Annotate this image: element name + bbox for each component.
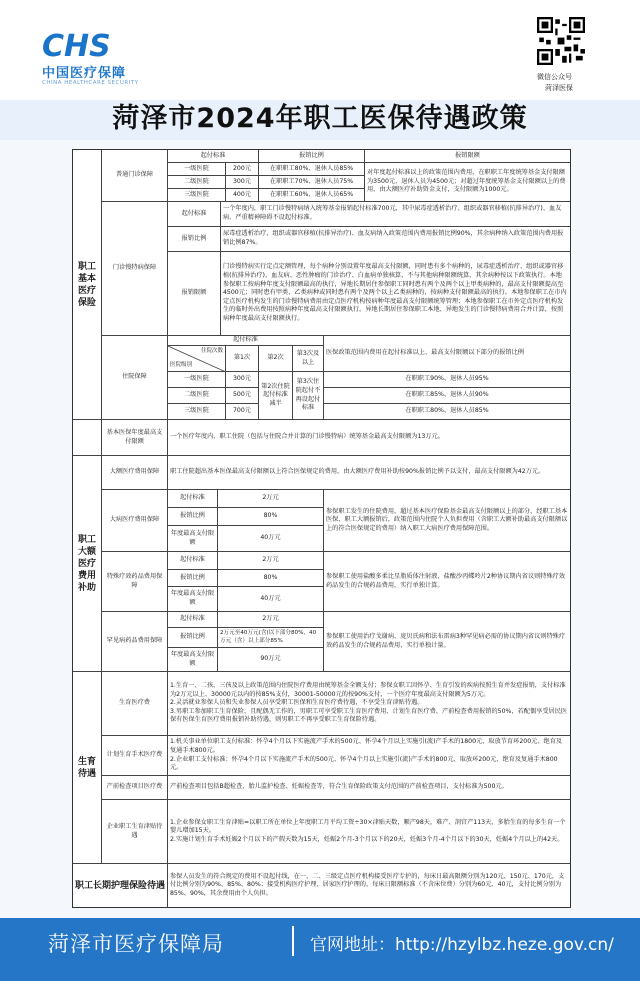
- prenatal-label: 产前检查项目医疗费: [102, 776, 168, 800]
- big-disease-r2-value: 80%: [218, 508, 324, 526]
- footer-divider: [292, 926, 294, 956]
- rare-disease-r3-label: 年度最高支付限额: [168, 648, 218, 672]
- inpatient-diagonal-header: [168, 346, 226, 372]
- rare-disease-r2-value: 2万元至40万元(含)以下部分80%，40万元（含）以上部分85%: [218, 628, 324, 648]
- big-med-label: 大额医疗费用保障: [102, 456, 168, 490]
- inpatient-third: 第3次及以上: [293, 346, 324, 372]
- big-disease-r1-label: 起付标准: [168, 490, 218, 508]
- outpatient-amount: 400元: [226, 189, 259, 202]
- special-drug-r3-label: 年度最高支付限额: [168, 587, 218, 612]
- annual-limit-blank: [73, 420, 102, 456]
- rare-disease-text: 参保职工使用治疗戈谢病、庞贝氏病和法布雷病3种罕见病必需的协议期内省议则特殊疗效药品发生的合规药品费用，实行单独计量。: [324, 612, 570, 672]
- header-limit: 报销限额: [365, 150, 570, 163]
- allowance-text: 1.企业参保女职工生育津贴=以职工所在单位上年度职工月平均工资÷30×津贴天数，顺产98天，难产、剖宫产113天，多胎生育的每多生育一个婴儿增加15天。 2.实施计划生育手术妊娠2个月以下的产假天数为15天，妊娠2个月-3个月以下的20天，妊娠3个月-4个月以下的30天，妊娠4个月以上的42天。: [168, 800, 570, 864]
- inpatient-ratio-header: 医保政策范围内费用在起付标准以上、最高支付限额以下部分的报销比例: [324, 336, 570, 372]
- ltc-text: 参保人员发生的符合规定的费用不设起付线，在一、二、三级定点医疗机构接受医疗专护的，每床日最高限额分别为120元、150元、170元，支付比例分别为90%、85%、80%；接受机构医疗护理、居家医疗护理的，每床日限额标准（不含床位费）分别为60元、40元，支付比例分别为85%、90%，其余费用由个人负担。: [170, 872, 565, 897]
- inpatient-ratio: 在职职工90%、退休人员95%: [324, 372, 570, 388]
- rare-disease-r3-value: 90万元: [218, 648, 324, 672]
- chronic-limit-label: 报销限额: [168, 252, 221, 336]
- inpatient-second: 第2次: [259, 346, 293, 372]
- header-deductible: 起付标准: [168, 150, 259, 163]
- special-drug-r1-value: 2万元: [218, 552, 324, 570]
- special-drug-r2-label: 报销比例: [168, 570, 218, 587]
- outpatient-level: 一级医院: [168, 163, 226, 176]
- chronic-deductible-text: 一个年度内，职工门诊慢特病纳入统筹基金报销起付标准700元，其中尿毒症透析治疗、组织或器官移植(抗排异治疗)、血友病、严重精神障碍不设起付标准。: [221, 202, 570, 227]
- big-med-text: 职工住院超出基本医保最高支付限额以上符合医保规定的费用，由大额医疗费用补助按90%报销比例予以支付，最高支付限额为42万元。: [168, 456, 570, 490]
- rare-disease-r1-value: 2万元: [218, 612, 324, 628]
- rare-disease-r1-label: 起付标准: [168, 612, 218, 628]
- outpatient-ratio: 在职职工60%、退休人员65%: [259, 189, 365, 202]
- chs-logo-icon: [42, 30, 134, 60]
- inpatient-amount: 500元: [226, 388, 259, 404]
- rare-disease-label: 罕见病药品费用保障: [102, 612, 168, 672]
- inpatient-third-note: 第3次住院起付不再设起付标准: [293, 372, 324, 420]
- rare-disease-r2-label: 报销比例: [168, 628, 218, 648]
- family-plan-label: 计划生育手术医疗费: [102, 736, 168, 776]
- maternity-med-text: 1.生育一、二孩、三孩及以上政策范围内住院医疗费用由统筹基金全额支付；参保女职工因怀孕、生育引发的疾病按照生育并发症报销，支付标准为2万元以上、30000元以内的按85%支付，30001-50000元的按90%支付，一个医疗年度最高支付限额为5万元。 2.灵活就业参保人员和失业参保人员享受职工医保和生育医疗费待遇，不享受生育津贴待遇。 3.男职工参加职工生育保险，且配偶无工作的，男职工可享受职工生育医疗费用、计划生育医疗费、产前检查费用报销的50%，若配偶享受居民医保有医保生育医疗费用报销补助待遇，则男职工不再享受职工生育保险待遇。: [168, 672, 570, 736]
- big-disease-text: 参保职工发生的住院费用，超过基本医疗保险基金最高支付限额以上的部分，经职工基本医保、职工大额报销后，政策范围内住院个人负担费用（含职工大额补助最高支付限额以上的符合医保规定的费用）纳入职工大病医疗费用保障范围。: [324, 490, 570, 552]
- diag-bottom-label: 医院级别: [170, 362, 193, 369]
- section-basic-insurance: 职工基本医疗保险: [73, 150, 102, 420]
- footer-website[interactable]: 官网地址：http://hzylbz.heze.gov.cn/: [310, 935, 614, 955]
- qr-code-icon[interactable]: [537, 17, 585, 65]
- inpatient-ratio: 在职职工80%、退休人员85%: [324, 404, 570, 420]
- inpatient-level: 一级医院: [168, 372, 226, 388]
- qr-caption-wechat: 微信公众号: [537, 73, 572, 81]
- policy-table: [72, 149, 571, 908]
- prenatal-text: 产前检查项目包括B超检查、胎儿监护检查、妊娠检查等，符合生育保险政策支付范围的产前检查项目，支付标准为500元。: [168, 776, 570, 800]
- outpatient-level: 二级医院: [168, 176, 226, 189]
- inpatient-first: 第1次: [226, 346, 259, 372]
- outpatient-limit-text: 对年度起付标准以上的政策范围内费用，在职职工年度统筹基金支付限额为3500元、退休人员为4500元；对超过年度统筹基金支付限额以上的费用，由大额医疗补助资金支付，支付限额为1000元。: [365, 163, 570, 202]
- section-long-term-care: 职工长期护理保险待遇: [73, 864, 168, 907]
- outpatient-amount: 200元: [226, 163, 259, 176]
- special-drug-r1-label: 起付标准: [168, 552, 218, 570]
- inpatient-ratio: 在职职工85%、退休人员90%: [324, 388, 570, 404]
- chronic-ratio-label: 报销比例: [168, 227, 221, 252]
- outpatient-ratio: 在职职工80%、退休人员85%: [259, 163, 365, 176]
- chronic-limit-text: 门诊慢特病实行定点定额管理，每个病种分别设置年度最高支付限额，同时患有多个病种的，尿毒症透析治疗、组织或器官移植(抗排异治疗)、血友病、恶性肿瘤的门诊治疗、白血病单独核算，不与其他病种限额统算，其余病种按以下政策执行。本地参保职工按病种年度支付限额最高的执行，异地长期居住参保职工同时患有两个及两个以上甲类病种的，最高支付限额提高至4500元；同时患有甲类、乙类病种或同时患有两个及两个以上乙类病种的，按病种支付限额最高的执行。本地参保职工在市内定点医疗机构发生的门诊慢特病费用由定点医疗机构按病种年度最高支付限额统筹管理；本地参保职工在市外定点医疗机构发生的临时外出费用按照病种年度最高支付限额执行。异地长期居住参保职工本地、异地发生的门诊慢特病费用合并计算，按照病种年度最高支付限额执行。: [221, 252, 570, 336]
- page-title: 菏泽市2024年职工医保待遇政策: [112, 103, 528, 134]
- annual-limit-text: 一个医疗年度内，职工住院（包括与住院合并计算的门诊慢特病）统筹基金最高支付限额为13万元。: [168, 420, 570, 456]
- chronic-ratio-text: 尿毒症透析治疗、组织或器官移植(抗排异治疗)、血友病纳入政策范围内费用报销比例90%，其余病种纳入政策范围内费用报销比例87%。: [221, 227, 570, 252]
- maternity-med-label: 生育医疗费: [102, 672, 168, 736]
- outpatient-general-label: 普通门诊保障: [102, 150, 168, 202]
- logo-subtitle: CHINA HEALTHCARE SECURITY: [42, 80, 139, 86]
- big-disease-r3-value: 40万元: [218, 526, 324, 552]
- inpatient-label: 住院保障: [102, 336, 168, 420]
- family-plan-text: 1.机关事业单位职工支付标准：怀孕4个月以下实施流产手术的500元、怀孕4个月以上实施引(流)产手术的1800元、取放节育环200元、绝育及复通手术800元。 2.企业职工支付标准：怀孕4个月以下实施流产手术的500元、怀孕4个月以上实施引(流)产手术的800元、取放环200元、绝育及复通手术800元。: [168, 736, 570, 776]
- diag-top-label: 住院次数: [200, 348, 223, 354]
- inpatient-level: 三级医院: [168, 404, 226, 420]
- qr-caption-account: 菏泽医保: [545, 84, 573, 92]
- section-large-subsidy: 职工大额医疗费用补助: [73, 456, 102, 672]
- chronic-label: 门诊慢特病保障: [102, 202, 168, 336]
- header-ratio: 报销比例: [259, 150, 365, 163]
- page-header: [0, 0, 640, 100]
- inpatient-header-deductible: 起付标准: [168, 336, 324, 346]
- logo-text: 中国医疗保障: [42, 66, 127, 81]
- allowance-label: 企业职工生育津贴待遇: [102, 800, 168, 864]
- svg-text:CHS: CHS: [42, 30, 111, 60]
- inpatient-level: 二级医院: [168, 388, 226, 404]
- big-disease-r2-label: 报销比例: [168, 508, 218, 526]
- outpatient-amount: 300元: [226, 176, 259, 189]
- inpatient-amount: 700元: [226, 404, 259, 420]
- inpatient-second-note: 第2次住院起付标准减半: [259, 372, 293, 420]
- big-disease-r1-value: 2万元: [218, 490, 324, 508]
- special-drug-r2-value: 80%: [218, 570, 324, 587]
- outpatient-ratio: 在职职工70%、退休人员75%: [259, 176, 365, 189]
- footer-org: 菏泽市医疗保障局: [48, 932, 224, 956]
- special-drug-label: 特殊疗效药品费用保障: [102, 552, 168, 612]
- chronic-deductible-label: 起付标准: [168, 202, 221, 227]
- big-disease-r3-label: 年度最高支付限额: [168, 526, 218, 552]
- special-drug-r3-value: 40万元: [218, 587, 324, 612]
- inpatient-amount: 300元: [226, 372, 259, 388]
- big-disease-label: 大病医疗费用保障: [102, 490, 168, 552]
- outpatient-level: 三级医院: [168, 189, 226, 202]
- section-maternity: 生育待遇: [73, 672, 102, 864]
- special-drug-text: 参保职工使用盐酸多柔比星脂质体注射液、盐酸沙丙蝶呤片2种协议期内省议则特殊疗效药品发生的合规药品费用，实行单独计算。: [324, 552, 570, 612]
- annual-limit-label: 基本医保年度最高支付限额: [102, 420, 168, 456]
